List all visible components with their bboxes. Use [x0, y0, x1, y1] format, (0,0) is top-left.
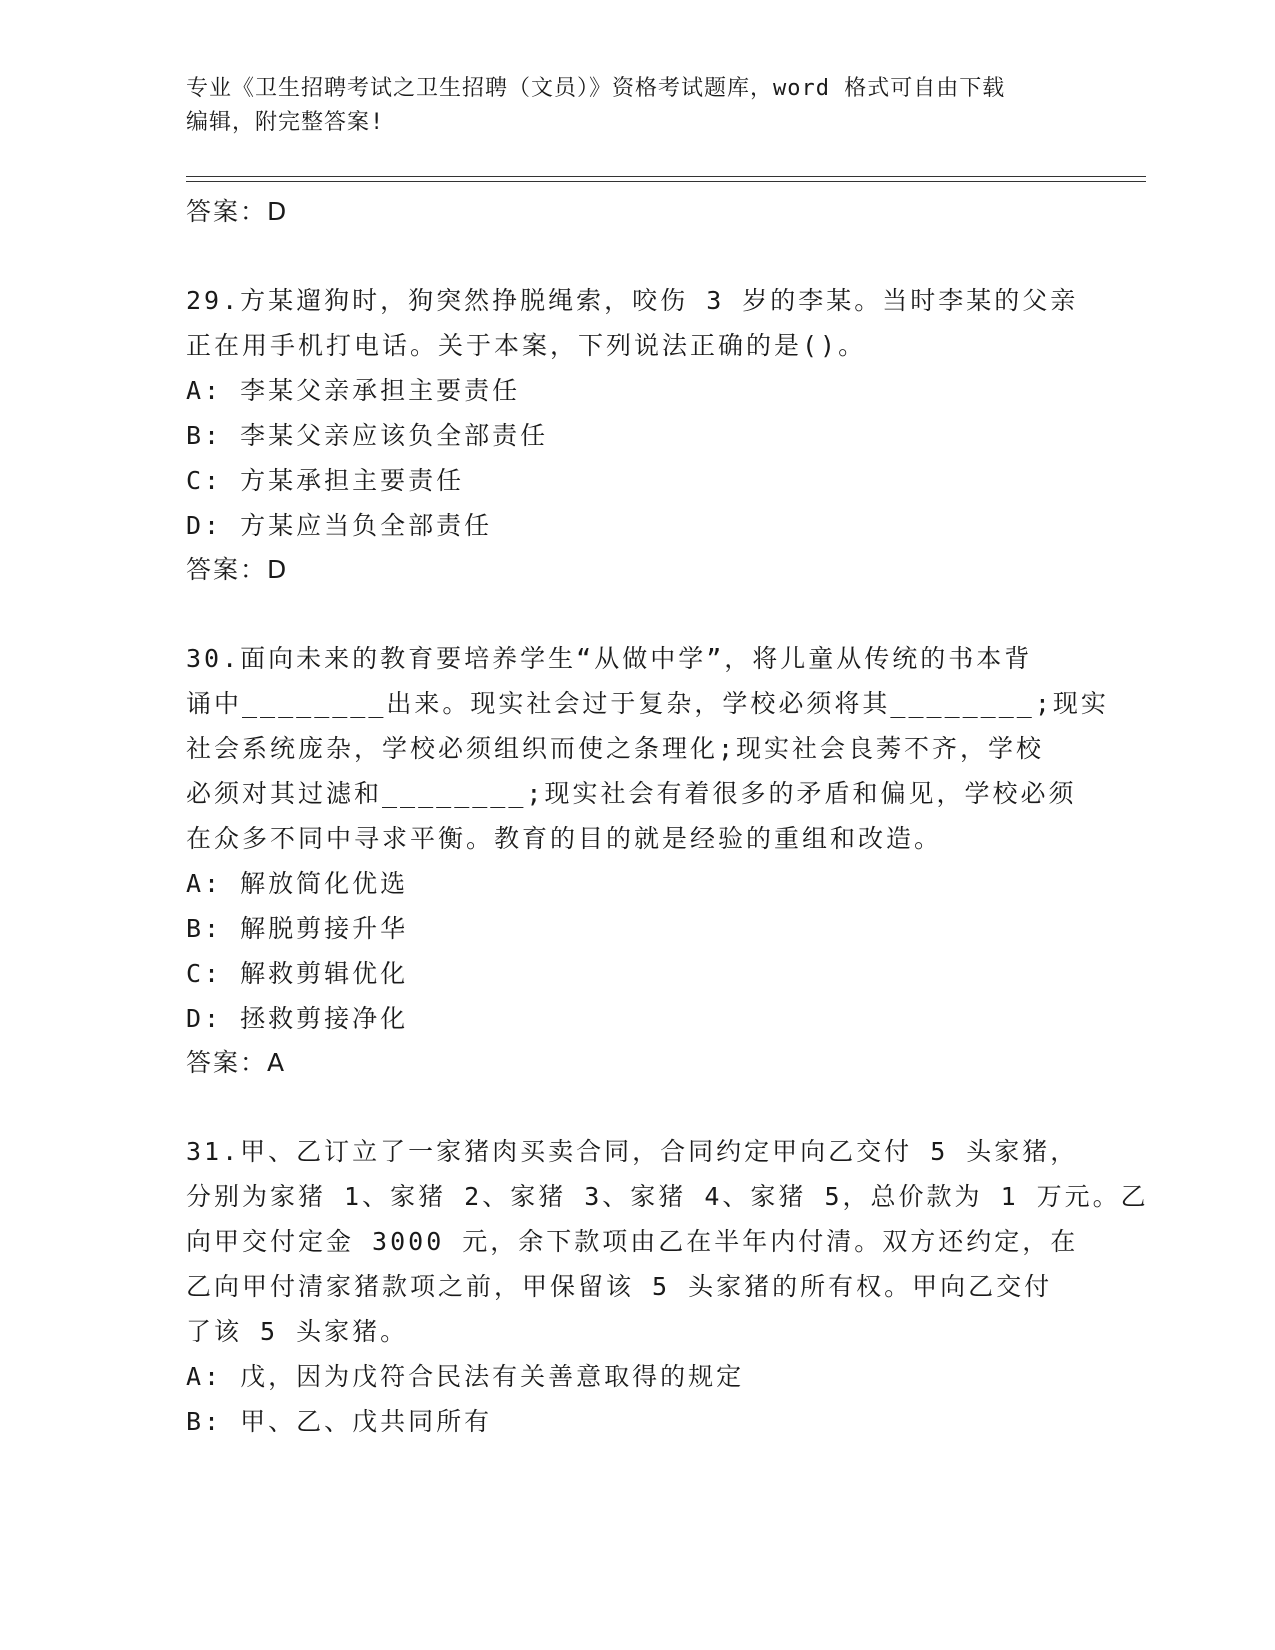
question-stem-line: 30.面向未来的教育要培养学生“从做中学”，将儿童从传统的书本背	[186, 644, 1033, 673]
question-31	[186, 1129, 1149, 1444]
question-stem-line: 了该 5 头家猪。	[186, 1317, 409, 1346]
header-divider	[186, 176, 1146, 182]
option-a: A: 李某父亲承担主要责任	[186, 376, 521, 405]
question-stem-line: 29.方某遛狗时，狗突然挣脱绳索，咬伤 3 岁的李某。当时李某的父亲	[186, 286, 1079, 315]
option-b: B: 李某父亲应该负全部责任	[186, 421, 549, 450]
question-stem-line: 向甲交付定金 3000 元，余下款项由乙在半年内付清。双方还约定，在	[186, 1227, 1079, 1256]
option-b: B: 解脱剪接升华	[186, 914, 409, 943]
option-b: B: 甲、乙、戊共同所有	[186, 1407, 493, 1436]
question-30	[186, 636, 1109, 1085]
question-content	[186, 190, 1149, 1444]
question-stem-line: 正在用手机打电话。关于本案，下列说法正确的是()。	[186, 331, 867, 360]
option-d: D: 拯救剪接净化	[186, 1004, 409, 1033]
header-line-2: 编辑，附完整答案!	[186, 110, 385, 135]
answer-line: 答案：A	[186, 1048, 287, 1077]
spacer	[186, 1085, 1086, 1129]
question-stem-line: 在众多不同中寻求平衡。教育的目的就是经验的重组和改造。	[186, 824, 943, 853]
answer-line: 答案：D	[186, 197, 289, 226]
question-stem-line: 诵中________出来。现实社会过于复杂，学校必须将其________;现实	[186, 689, 1109, 718]
option-a: A: 解放简化优选	[186, 869, 409, 898]
question-stem-line: 社会系统庞杂，学校必须组织而使之条理化;现实社会良莠不齐，学校	[186, 734, 1045, 763]
question-29	[186, 278, 1086, 592]
option-a: A: 戊，因为戊符合民法有关善意取得的规定	[186, 1362, 745, 1391]
question-stem-line: 乙向甲付清家猪款项之前，甲保留该 5 头家猪的所有权。甲向乙交付	[186, 1272, 1053, 1301]
option-c: C: 解救剪辑优化	[186, 959, 409, 988]
question-stem-line: 31.甲、乙订立了一家猪肉买卖合同，合同约定甲向乙交付 5 头家猪，	[186, 1137, 1079, 1166]
option-d: D: 方某应当负全部责任	[186, 511, 493, 540]
spacer	[186, 592, 1086, 636]
answer-line: 答案：D	[186, 555, 289, 584]
header-line-1: 专业《卫生招聘考试之卫生招聘（文员）》资格考试题库，word 格式可自由下载	[186, 76, 1006, 101]
question-stem-line: 必须对其过滤和________;现实社会有着很多的矛盾和偏见，学校必须	[186, 779, 1077, 808]
question-stem-line: 分别为家猪 1、家猪 2、家猪 3、家猪 4、家猪 5，总价款为 1 万元。乙	[186, 1182, 1149, 1211]
document-header	[186, 72, 1066, 140]
option-c: C: 方某承担主要责任	[186, 466, 465, 495]
